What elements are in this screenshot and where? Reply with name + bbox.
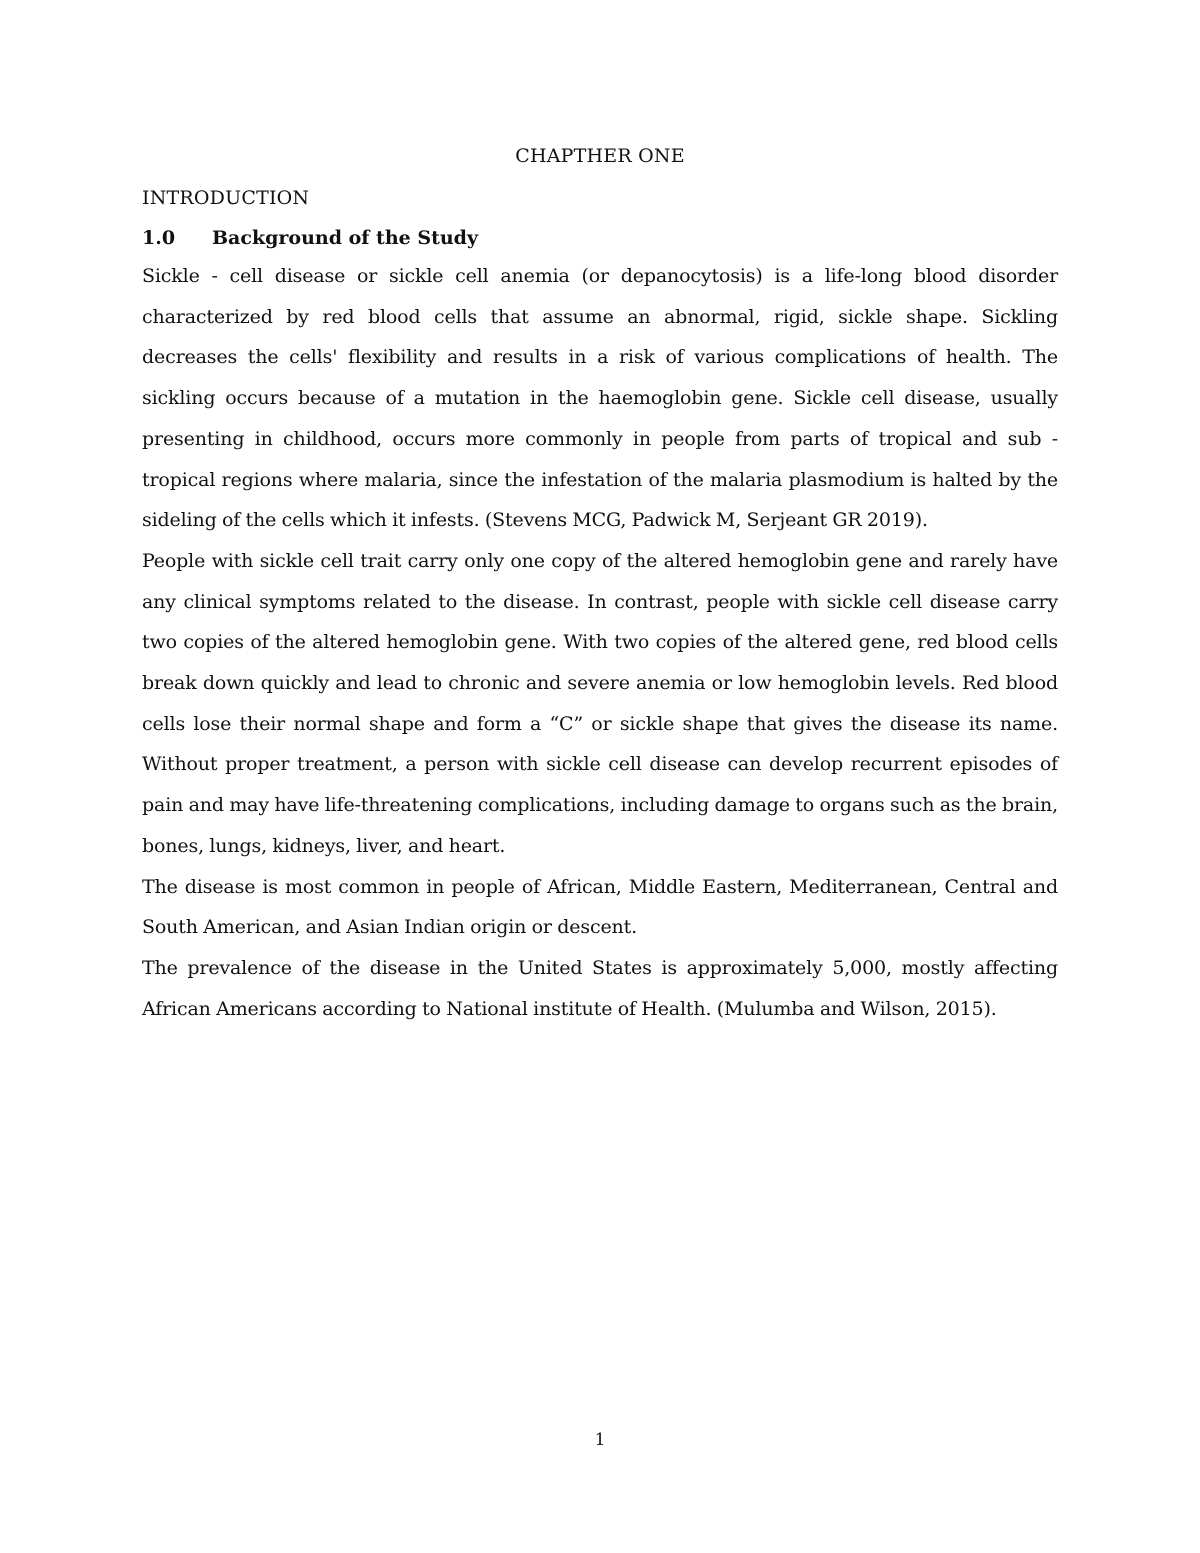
page-content — [142, 140, 1058, 1029]
body-paragraph: The prevalence of the disease in the United States is approximately 5,000, mostly affecting African Americans according to National institute of Health. (Mulumba and Wilson, 2015). — [142, 956, 1058, 1020]
chapter-title: CHAPTHER ONE — [515, 145, 685, 167]
body-paragraph: People with sickle cell trait carry only one copy of the altered hemoglobin gene and rarely have any clinical symptoms related to the disease. In contrast, people with sickle cell disease carry two copies of the altered hemoglobin gene. With two copies of the altered gene, red blood cells break down quickly and lead to chronic and severe anemia or low hemoglobin levels. Red blood cells lose their normal shape and form a “C” or sickle shape that gives the disease its name. Without proper treatment, a person with sickle cell disease can develop recurrent episodes of pain and may have life-threatening complications, including damage to organs such as the brain, bones, lungs, kidneys, liver, and heart. — [142, 549, 1058, 857]
body-paragraph: Sickle - cell disease or sickle cell anemia (or depanocytosis) is a life-long blood disorder characterized by red blood cells that assume an abnormal, rigid, sickle shape. Sickling decreases the cells' flexibility and results in a risk of various complications of health. The sickling occurs because of a mutation in the haemoglobin gene. Sickle cell disease, usually presenting in childhood, occurs more commonly in people from parts of tropical and sub -tropical regions where malaria, since the infestation of the malaria plasmodium is halted by the sideling of the cells which it infests. (Stevens MCG, Padwick M, Serjeant GR 2019). — [142, 265, 1058, 532]
page-number: 1 — [594, 1430, 606, 1450]
body-paragraph: The disease is most common in people of African, Middle Eastern, Mediterranean, Central and South American, and Asian Indian origin or descent. — [142, 875, 1058, 939]
section-heading: INTRODUCTION — [142, 187, 310, 209]
subsection-heading — [142, 222, 1058, 254]
subsection-title: Background of the Study — [212, 227, 478, 249]
subsection-number: 1.0 — [142, 227, 176, 249]
